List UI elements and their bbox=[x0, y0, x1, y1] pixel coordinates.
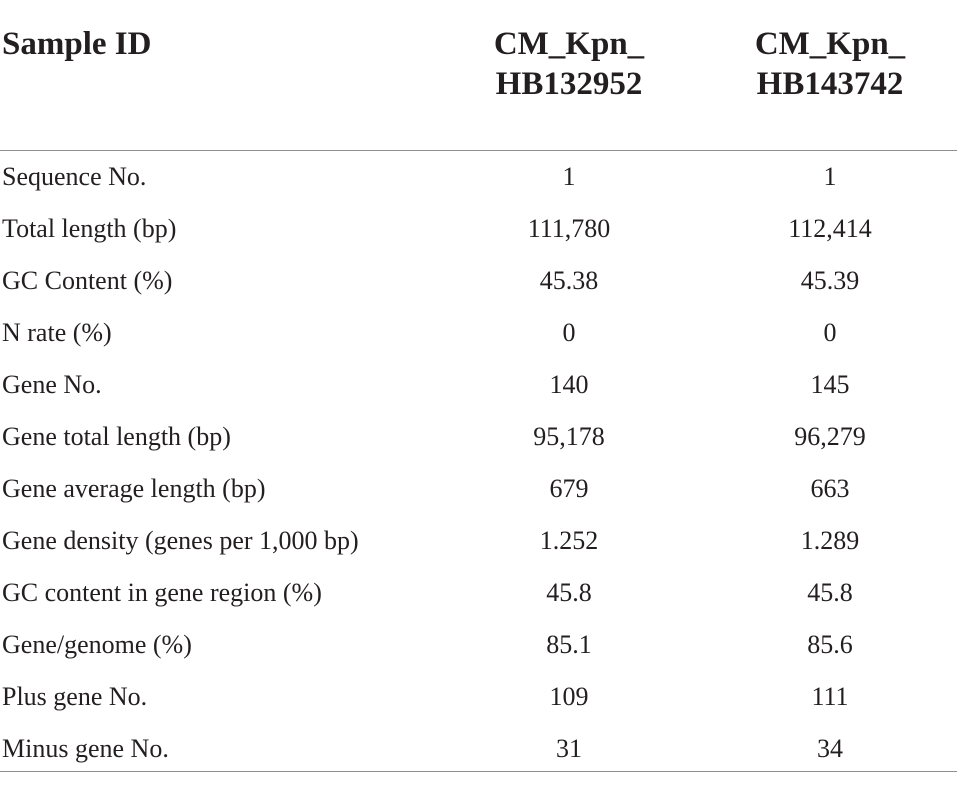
header-sample-1-line2: HB132952 bbox=[495, 66, 643, 102]
header-sample-id: Sample ID bbox=[0, 0, 435, 151]
row-label: GC Content (%) bbox=[2, 266, 173, 295]
table-row bbox=[0, 723, 957, 775]
row-value-sample-1: 45.38 bbox=[539, 266, 599, 295]
row-value-sample-1: 1.252 bbox=[539, 526, 599, 555]
row-value-sample-1: 111,780 bbox=[527, 214, 611, 243]
table-row bbox=[0, 151, 957, 204]
row-value-sample-2: 34 bbox=[817, 734, 843, 763]
header-row bbox=[0, 0, 957, 151]
row-value-sample-1: 45.8 bbox=[546, 578, 592, 607]
header-sample-2-line1: CM_Kpn_ bbox=[754, 26, 906, 62]
row-value-sample-2: 45.39 bbox=[800, 266, 860, 295]
row-value-sample-2: 96,279 bbox=[794, 422, 866, 451]
row-label: Sequence No. bbox=[2, 162, 147, 191]
header-sample-1-line1: CM_Kpn_ bbox=[493, 26, 645, 62]
table-header bbox=[0, 0, 957, 151]
table-row bbox=[0, 203, 957, 255]
header-sample-2-line2: HB143742 bbox=[756, 66, 904, 102]
table-row bbox=[0, 307, 957, 359]
row-label: Gene total length (bp) bbox=[2, 422, 231, 451]
row-value-sample-2: 1.289 bbox=[800, 526, 860, 555]
row-value-sample-1: 85.1 bbox=[546, 630, 592, 659]
row-label: Gene density (genes per 1,000 bp) bbox=[2, 526, 359, 555]
header-sample-1 bbox=[435, 0, 703, 151]
table-row bbox=[0, 619, 957, 671]
row-value-sample-1: 0 bbox=[562, 318, 576, 347]
row-value-sample-2: 1 bbox=[823, 162, 837, 191]
table-row bbox=[0, 515, 957, 567]
row-value-sample-2: 663 bbox=[810, 474, 850, 503]
table-row bbox=[0, 411, 957, 463]
row-value-sample-2: 45.8 bbox=[807, 578, 853, 607]
row-value-sample-1: 109 bbox=[549, 682, 589, 711]
table-body bbox=[0, 151, 957, 776]
row-value-sample-1: 95,178 bbox=[533, 422, 605, 451]
row-value-sample-1: 140 bbox=[549, 370, 589, 399]
row-label: N rate (%) bbox=[2, 318, 112, 347]
row-value-sample-2: 85.6 bbox=[807, 630, 853, 659]
row-value-sample-1: 679 bbox=[549, 474, 589, 503]
row-value-sample-1: 1 bbox=[562, 162, 576, 191]
table-row bbox=[0, 463, 957, 515]
table-row bbox=[0, 567, 957, 619]
table-row bbox=[0, 671, 957, 723]
row-label: Gene No. bbox=[2, 370, 102, 399]
row-value-sample-2: 145 bbox=[810, 370, 850, 399]
row-label: Gene average length (bp) bbox=[2, 474, 266, 503]
table-row bbox=[0, 359, 957, 411]
row-label: Plus gene No. bbox=[2, 682, 148, 711]
row-label: GC content in gene region (%) bbox=[2, 578, 322, 607]
row-value-sample-2: 111 bbox=[811, 682, 849, 711]
row-label: Gene/genome (%) bbox=[2, 630, 192, 659]
row-value-sample-1: 31 bbox=[556, 734, 582, 763]
row-label: Minus gene No. bbox=[2, 734, 169, 763]
row-value-sample-2: 0 bbox=[823, 318, 837, 347]
row-label: Total length (bp) bbox=[2, 214, 177, 243]
row-value-sample-2: 112,414 bbox=[788, 214, 872, 243]
header-sample-2 bbox=[703, 0, 957, 151]
table-row bbox=[0, 255, 957, 307]
table-bottom-rule bbox=[0, 771, 957, 772]
